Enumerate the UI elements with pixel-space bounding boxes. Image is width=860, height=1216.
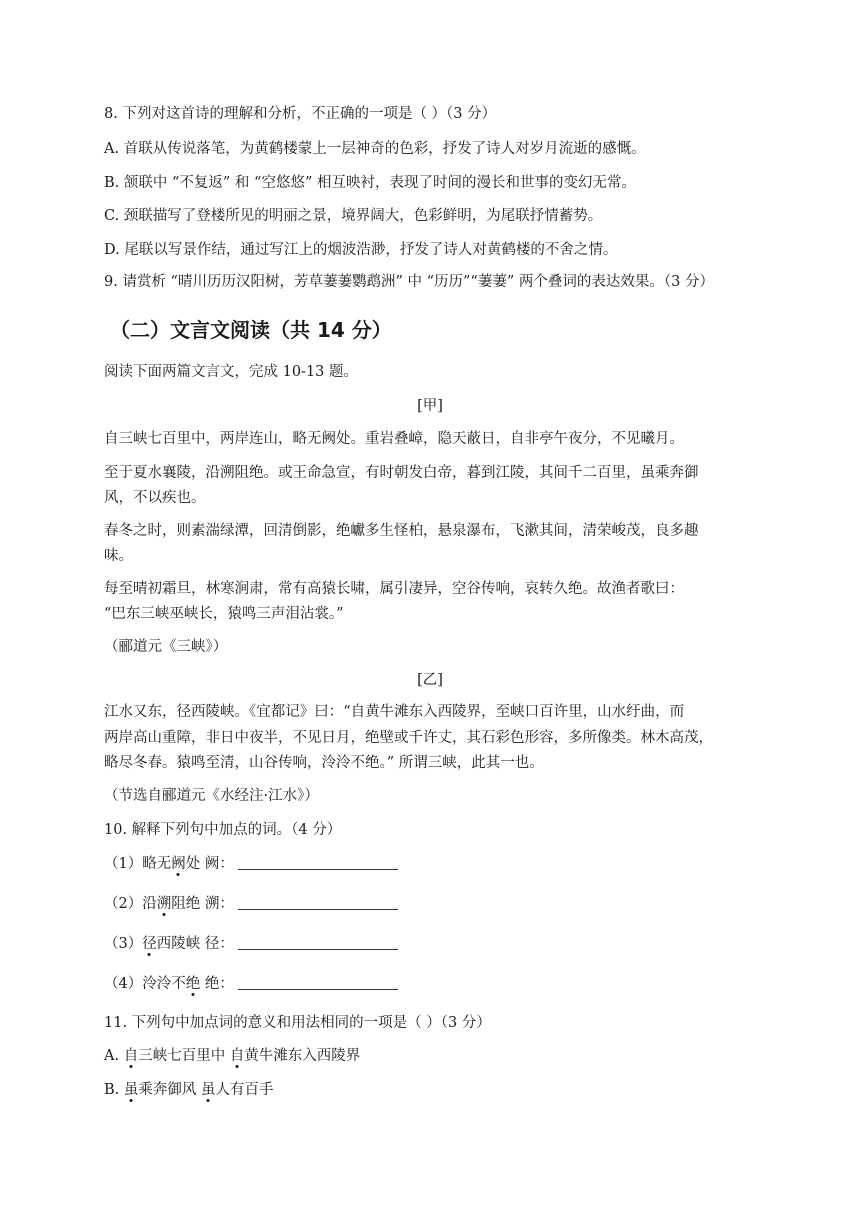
item-text: 西陵峡 径： [156,936,234,952]
jia-paragraph-2-line-2: 风，不以疾也。 [104,490,206,506]
jia-paragraph-1: 自三峡七百里中，两岸连山，略无阙处。重岩叠嶂，隐天蔽日，自非亭午夜分，不见曦月。 [104,431,684,447]
option-text: 人有百手 [215,1082,274,1098]
q8-option-b: B. 颔联中 “不复返” 和 “空悠悠” 相互映衬，表现了时间的漫长和世事的变幻无常。 [104,175,636,191]
dotted-word: 虽 [200,1082,216,1098]
jia-paragraph-3-line-1: 春冬之时，则素湍绿潭，回清倒影，绝巘多生怪柏，悬泉瀑布，飞漱其间，清荣峻茂，良多趣 [104,523,699,539]
dotted-word: 径 [142,936,157,952]
yi-line-2: 两岸高山重障，非日中夜半，不见日月，绝壁或千许丈，其石彩色形容，多所像类。林木高茂， [104,730,713,746]
item-text: 略无 [142,856,172,872]
section-title: （二）文言文阅读（共 14 分） [110,318,392,342]
jia-paragraph-2-line-1: 至于夏水襄陵，沿溯阻绝。或王命急宣，有时朝发白帝，暮到江陵，其间千二百里，虽乘奔御 [104,465,699,481]
jia-paragraph-4-line-2: “巴东三峡巫峡长，猿鸣三声泪沾裳。” [104,606,344,622]
yi-source: （节选自郦道元《水经注·江水》） [104,788,319,804]
passage-jia-label: [甲] [417,398,443,414]
item-number: （4） [104,976,143,992]
dotted-word: 虽 [123,1082,139,1098]
answer-blank[interactable] [238,974,398,990]
q8-option-a: A. 首联从传说落笔，为黄鹤楼蒙上一层神奇的色彩，抒发了诗人对岁月流逝的感慨。 [104,141,646,157]
dotted-word: 溯 [156,896,172,912]
dotted-word: 阙 [171,856,186,872]
q11-option-b [104,1080,273,1100]
q8-option-d: D. 尾联以写景作结，通过写江上的烟波浩渺，抒发了诗人对黄鹤楼的不舍之情。 [104,242,618,258]
dotted-word: 绝 [185,976,201,992]
jia-paragraph-4-line-1: 每至晴初霜旦，林寒涧肃，常有高猿长啸，属引凄异，空谷传响，哀转久绝。故渔者歌曰： [104,581,684,597]
passage-yi-label: [乙] [417,672,443,688]
item-number: （1） [104,856,143,872]
yi-line-3: 略尽冬春。猿鸣至清，山谷传响，泠泠不绝。” 所谓三峡，此其一也。 [104,755,544,771]
option-prefix: A. [104,1048,124,1064]
option-prefix: B. [104,1082,124,1098]
dotted-word: 自 [123,1048,139,1064]
q11-option-a [104,1046,360,1066]
answer-blank[interactable] [238,934,398,950]
q11-stem: 11. 下列句中加点词的意义和用法相同的一项是（ ）（3 分） [104,1015,491,1031]
q10-item-1 [104,854,398,874]
option-text: 三峡七百里中 [138,1048,230,1064]
item-text: 沿 [142,896,157,912]
section-instruction: 阅读下面两篇文言文，完成 10-13 题。 [104,364,359,380]
jia-paragraph-3-line-2: 味。 [104,548,133,564]
q8-option-c: C. 颈联描写了登楼所见的明丽之景，境界阔大，色彩鲜明，为尾联抒情蓄势。 [104,208,603,224]
option-text: 黄牛滩东入西陵界 [244,1048,361,1064]
item-text: 阻绝 溯： [171,896,234,912]
item-text: 泠泠不 [142,976,186,992]
q9-stem: 9. 请赏析 “晴川历历汉阳树，芳草萋萋鹦鹉洲” 中 “历历”“萋萋” 两个叠词的表达效果。（3 分） [104,274,714,290]
answer-blank[interactable] [238,894,398,910]
item-number: （3） [104,936,143,952]
q10-stem: 10. 解释下列句中加点的词。（4 分） [104,822,342,838]
q10-item-3 [104,934,398,954]
q8-stem: 8. 下列对这首诗的理解和分析，不正确的一项是（ ）（3 分） [104,106,497,122]
option-text: 乘奔御风 [138,1082,201,1098]
item-number: （2） [104,896,143,912]
dotted-word: 自 [229,1048,245,1064]
yi-line-1: 江水又东，径西陵峡。《宜都记》曰：“自黄牛滩东入西陵界，至峡口百许里，山水纡曲，而 [104,704,685,720]
jia-source: （郦道元《三峡》） [104,639,228,655]
answer-blank[interactable] [238,854,398,870]
item-text: 处 阙： [185,856,234,872]
q10-item-2 [104,894,398,914]
item-text: 绝： [200,976,234,992]
q10-item-4 [104,974,398,994]
